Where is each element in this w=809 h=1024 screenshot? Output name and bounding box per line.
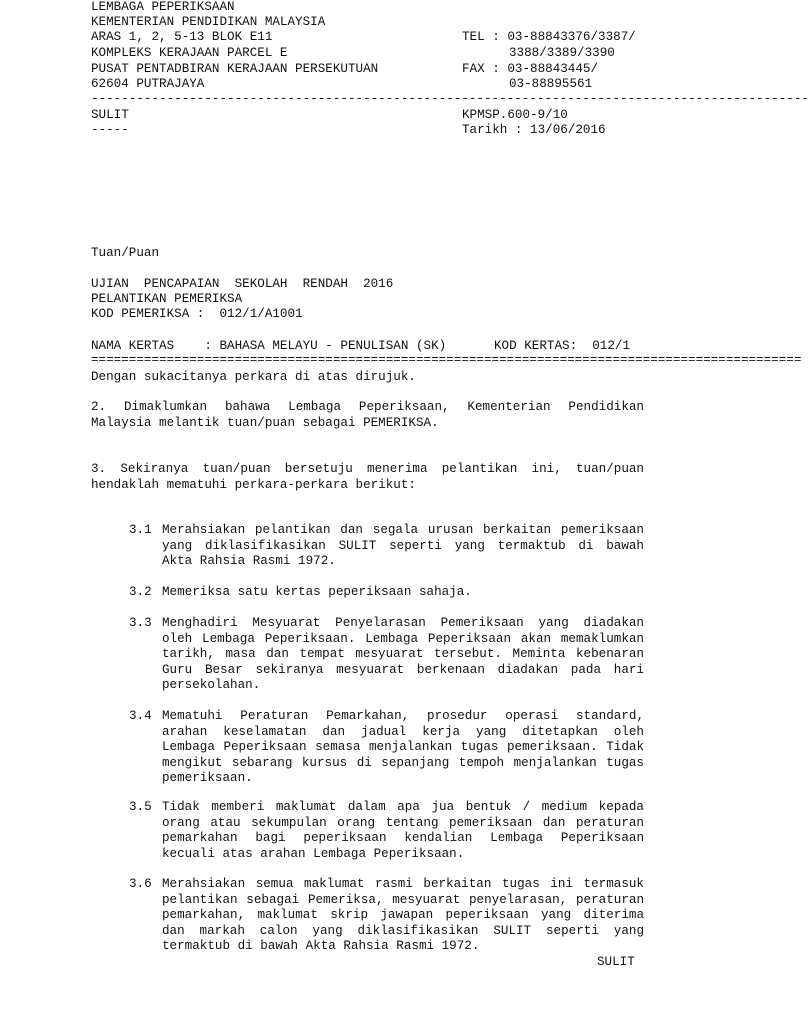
fax-number-cont: 03-88895561	[509, 77, 593, 91]
org-line-3: ARAS 1, 2, 5-13 BLOK E11	[91, 30, 273, 44]
letter-date: Tarikh : 13/06/2016	[462, 123, 606, 137]
item-number-3-2: 3.2	[129, 585, 152, 599]
subject-divider: ==============================================================================================	[91, 353, 802, 367]
fax-number: FAX : 03-88843445/	[462, 62, 599, 76]
org-line-6: 62604 PUTRAJAYA	[91, 77, 205, 91]
subject-appointment: PELANTIKAN PEMERIKSA	[91, 292, 243, 306]
item-number-3-6: 3.6	[129, 877, 152, 891]
classification-underline: -----	[91, 123, 129, 137]
item-text-3-5: Tidak memberi maklumat dalam apa jua bentuk / medium kepada orang atau sekumpulan orang tentang pemeriksaan dan peraturan pemarkahan bagi peperiksaan kendalian Lembaga Peperiksaan kecuali atas arahan Lembaga Peperiksaan.	[162, 800, 644, 861]
item-text-3-4: Mematuhi Peraturan Pemarkahan, prosedur operasi standard, arahan keselamatan dan jadual kerja yang ditetapkan oleh Lembaga Peperiksaan semasa menjalankan tugas pemeriksaan. Tidak mengikut sebarang kursus di sepanjang tempoh menjalankan tugas pemeriksaan.	[162, 709, 644, 785]
classification-label: SULIT	[91, 108, 129, 122]
item-number-3-4: 3.4	[129, 709, 152, 723]
paragraph-2: 2. Dimaklumkan bahawa Lembaga Peperiksaan, Kementerian Pendidikan Malaysia melantik tuan/puan sebagai PEMERIKSA.	[91, 400, 644, 430]
reference-number: KPMSP.600-9/10	[462, 108, 568, 122]
item-text-3-6: Merahsiakan semua maklumat rasmi berkaitan tugas ini termasuk pelantikan sebagai Pemeriksa, mesyuarat penyelarasan, peraturan pemarkahan, maklumat skrip jawapan peperiksaan yang diterima dan markah calon yang diklasifikasikan SULIT seperti yang termaktub di bawah Akta Rahsia Rasmi 1972.	[162, 877, 644, 953]
footer-classification: SULIT	[597, 955, 635, 969]
item-number-3-5: 3.5	[129, 800, 152, 814]
item-text-3-1: Merahsiakan pelantikan dan segala urusan berkaitan pemeriksaan yang diklasifikasikan SULIT seperti yang termaktub di bawah Akta Rahsia Rasmi 1972.	[162, 523, 644, 568]
item-number-3-1: 3.1	[129, 523, 152, 537]
header-divider: -----------------------------------------------------------------------------------------------	[91, 92, 809, 106]
tel-number: TEL : 03-88843376/3387/	[462, 30, 636, 44]
paper-code: KOD KERTAS: 012/1	[494, 339, 631, 353]
item-text-3-2: Memeriksa satu kertas peperiksaan sahaja.	[162, 585, 472, 599]
org-line-2: KEMENTERIAN PENDIDIKAN MALAYSIA	[91, 15, 326, 29]
examiner-code: KOD PEMERIKSA : 012/1/A1001	[91, 307, 303, 321]
org-line-1: LEMBAGA PEPERIKSAAN	[91, 0, 235, 14]
salutation: Tuan/Puan	[91, 246, 160, 260]
org-line-5: PUSAT PENTADBIRAN KERAJAAN PERSEKUTUAN	[91, 62, 379, 76]
paragraph-1: Dengan sukacitanya perkara di atas dirujuk.	[91, 370, 416, 384]
subject-title: UJIAN PENCAPAIAN SEKOLAH RENDAH 2016	[91, 277, 394, 291]
item-text-3-3: Menghadiri Mesyuarat Penyelarasan Pemeriksaan yang diadakan oleh Lembaga Peperiksaan. Lembaga Peperiksaan akan memaklumkan tarikh, masa dan tempat mesyuarat tersebut. Meminta kebenaran Guru Besar sekiranya mesyuarat berkenaan diadakan pada hari persekolahan.	[162, 616, 644, 692]
tel-number-cont: 3388/3389/3390	[509, 46, 615, 60]
paragraph-3: 3. Sekiranya tuan/puan bersetuju menerima pelantikan ini, tuan/puan hendaklah mematuhi perkara-perkara berikut:	[91, 462, 644, 492]
org-line-4: KOMPLEKS KERAJAAN PARCEL E	[91, 46, 288, 60]
item-number-3-3: 3.3	[129, 616, 152, 630]
paper-name: NAMA KERTAS : BAHASA MELAYU - PENULISAN (SK)	[91, 339, 447, 353]
